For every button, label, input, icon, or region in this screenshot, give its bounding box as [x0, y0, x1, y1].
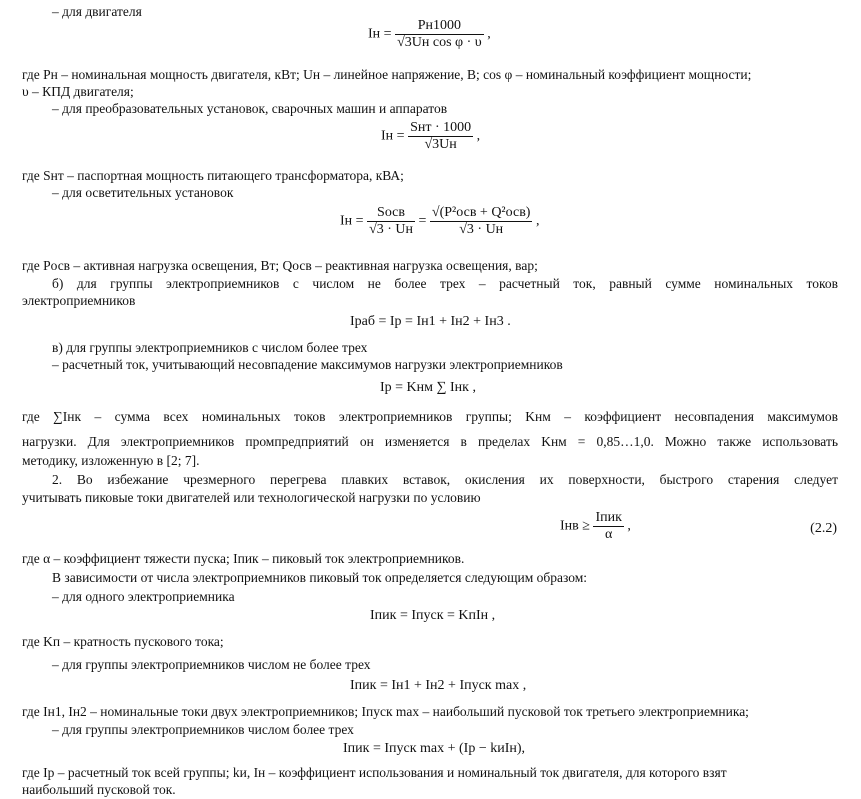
formula-calculated-current: Iр = Kнм ∑ Iнк , — [380, 380, 476, 395]
formula-peak-single: Iпик = Iпуск = KпIн , — [370, 608, 496, 623]
formula-lhs: Iн = — [340, 213, 364, 229]
formula-equals: = — [418, 213, 427, 229]
formula-lighting-current — [340, 205, 539, 238]
fraction-numerator: √(P²осв + Q²осв) — [431, 205, 531, 220]
text-line: – для двигателя — [52, 4, 142, 19]
fraction-numerator: Sнт · 1000 — [410, 120, 472, 135]
text-line: 2. Во избежание чрезмерного перегрева плавких вставок, окисления их поверхности, быстрого старения следует — [52, 472, 838, 487]
fraction-numerator: Pн1000 — [395, 18, 484, 35]
formula-peak-three: Iпик = Iн1 + Iн2 + Iпуск max , — [350, 678, 527, 693]
text-line: б) для группы электроприемников с числом не более трех – расчетный ток, равный сумме номинальных токов — [52, 276, 838, 291]
text-line: где Pн – номинальная мощность двигателя, кВт; Uн – линейное напряжение, В; cos φ – номинальный коэффициент мощности; — [22, 67, 752, 82]
text-line: где Kп – кратность пускового тока; — [22, 634, 224, 649]
formula-converter-current — [381, 120, 480, 153]
formula-tail: , — [535, 213, 540, 229]
formula-fraction — [395, 18, 484, 51]
formula-lhs: Iн = — [381, 128, 405, 144]
fraction-numerator: Sосв — [367, 205, 415, 222]
text-line: учитывать пиковые токи двигателей или технологической нагрузки по условию — [22, 490, 481, 505]
fraction-numerator: Iпик — [595, 510, 622, 525]
formula-fraction — [367, 205, 415, 238]
text-line: где Sнт – паспортная мощность питающего трансформатора, кВА; — [22, 168, 404, 183]
text-line: – для группы электроприемников числом не более трех — [52, 657, 371, 672]
text-line: – расчетный ток, учитывающий несовпадение максимумов нагрузки электроприемников — [52, 357, 563, 372]
text-line: где Pосв – активная нагрузка освещения, Вт; Qосв – реактивная нагрузка освещения, вар; — [22, 258, 538, 273]
text-line: в) для группы электроприемников с числом более трех — [52, 340, 368, 355]
text-line: В зависимости от числа электроприемников пиковый ток определяется следующим образом: — [52, 570, 588, 585]
text-line: где Iр – расчетный ток всей группы; kи, Iн – коэффициент использования и номинальный ток двигателя, для которого взят — [22, 765, 727, 780]
text-line: где ∑Iнк – сумма всех номинальных токов электроприемников группы; Kнм – коэффициент несовпадения максимумов — [22, 409, 838, 424]
text-line: электроприемников — [22, 293, 136, 308]
fraction-denominator: √3Uн cos φ · υ — [397, 35, 482, 50]
formula-lhs: Iн = — [368, 26, 392, 42]
text-line: нагрузки. Для электроприемников промпредприятий он изменяется в пределах Kнм = 0,85…1,0. Можно также использовать — [22, 434, 838, 449]
formula-tail: , — [627, 518, 631, 534]
text-line: υ – КПД двигателя; — [22, 84, 134, 99]
fraction-denominator: √3 · Uн — [459, 222, 504, 237]
formula-fraction — [593, 510, 623, 543]
text-line: наибольший пусковой ток. — [22, 782, 176, 797]
formula-fraction — [430, 205, 533, 238]
formula-group-current: Iраб = Iр = Iн1 + Iн2 + Iн3 . — [350, 314, 511, 329]
text-line: – для группы электроприемников числом более трех — [52, 722, 354, 737]
text-line: – для преобразовательных установок, сварочных машин и аппаратов — [52, 101, 448, 116]
text-line: методику, изложенную в [2; 7]. — [22, 453, 200, 468]
formula-fraction — [408, 120, 473, 153]
fraction-denominator: √3 · Uн — [369, 222, 414, 237]
formula-fuse-condition — [560, 510, 631, 543]
equation-number: (2.2) — [810, 521, 837, 536]
formula-tail: , — [487, 26, 491, 42]
formula-tail: , — [476, 128, 481, 144]
formula-lhs: Iнв ≥ — [560, 518, 590, 534]
fraction-denominator: α — [605, 527, 613, 542]
formula-motor-current — [368, 18, 491, 51]
fraction-denominator: √3Uн — [424, 137, 457, 152]
text-line: – для осветительных установок — [52, 185, 234, 200]
text-line: где α – коэффициент тяжести пуска; Iпик – пиковый ток электроприемников. — [22, 551, 465, 566]
text-line: – для одного электроприемника — [52, 589, 235, 604]
text-line: где Iн1, Iн2 – номинальные токи двух электроприемников; Iпуск max – наибольший пусковой ток третьего электроприемника; — [22, 704, 749, 719]
formula-peak-many: Iпик = Iпуск max + (Iр − kиIн), — [343, 741, 526, 756]
